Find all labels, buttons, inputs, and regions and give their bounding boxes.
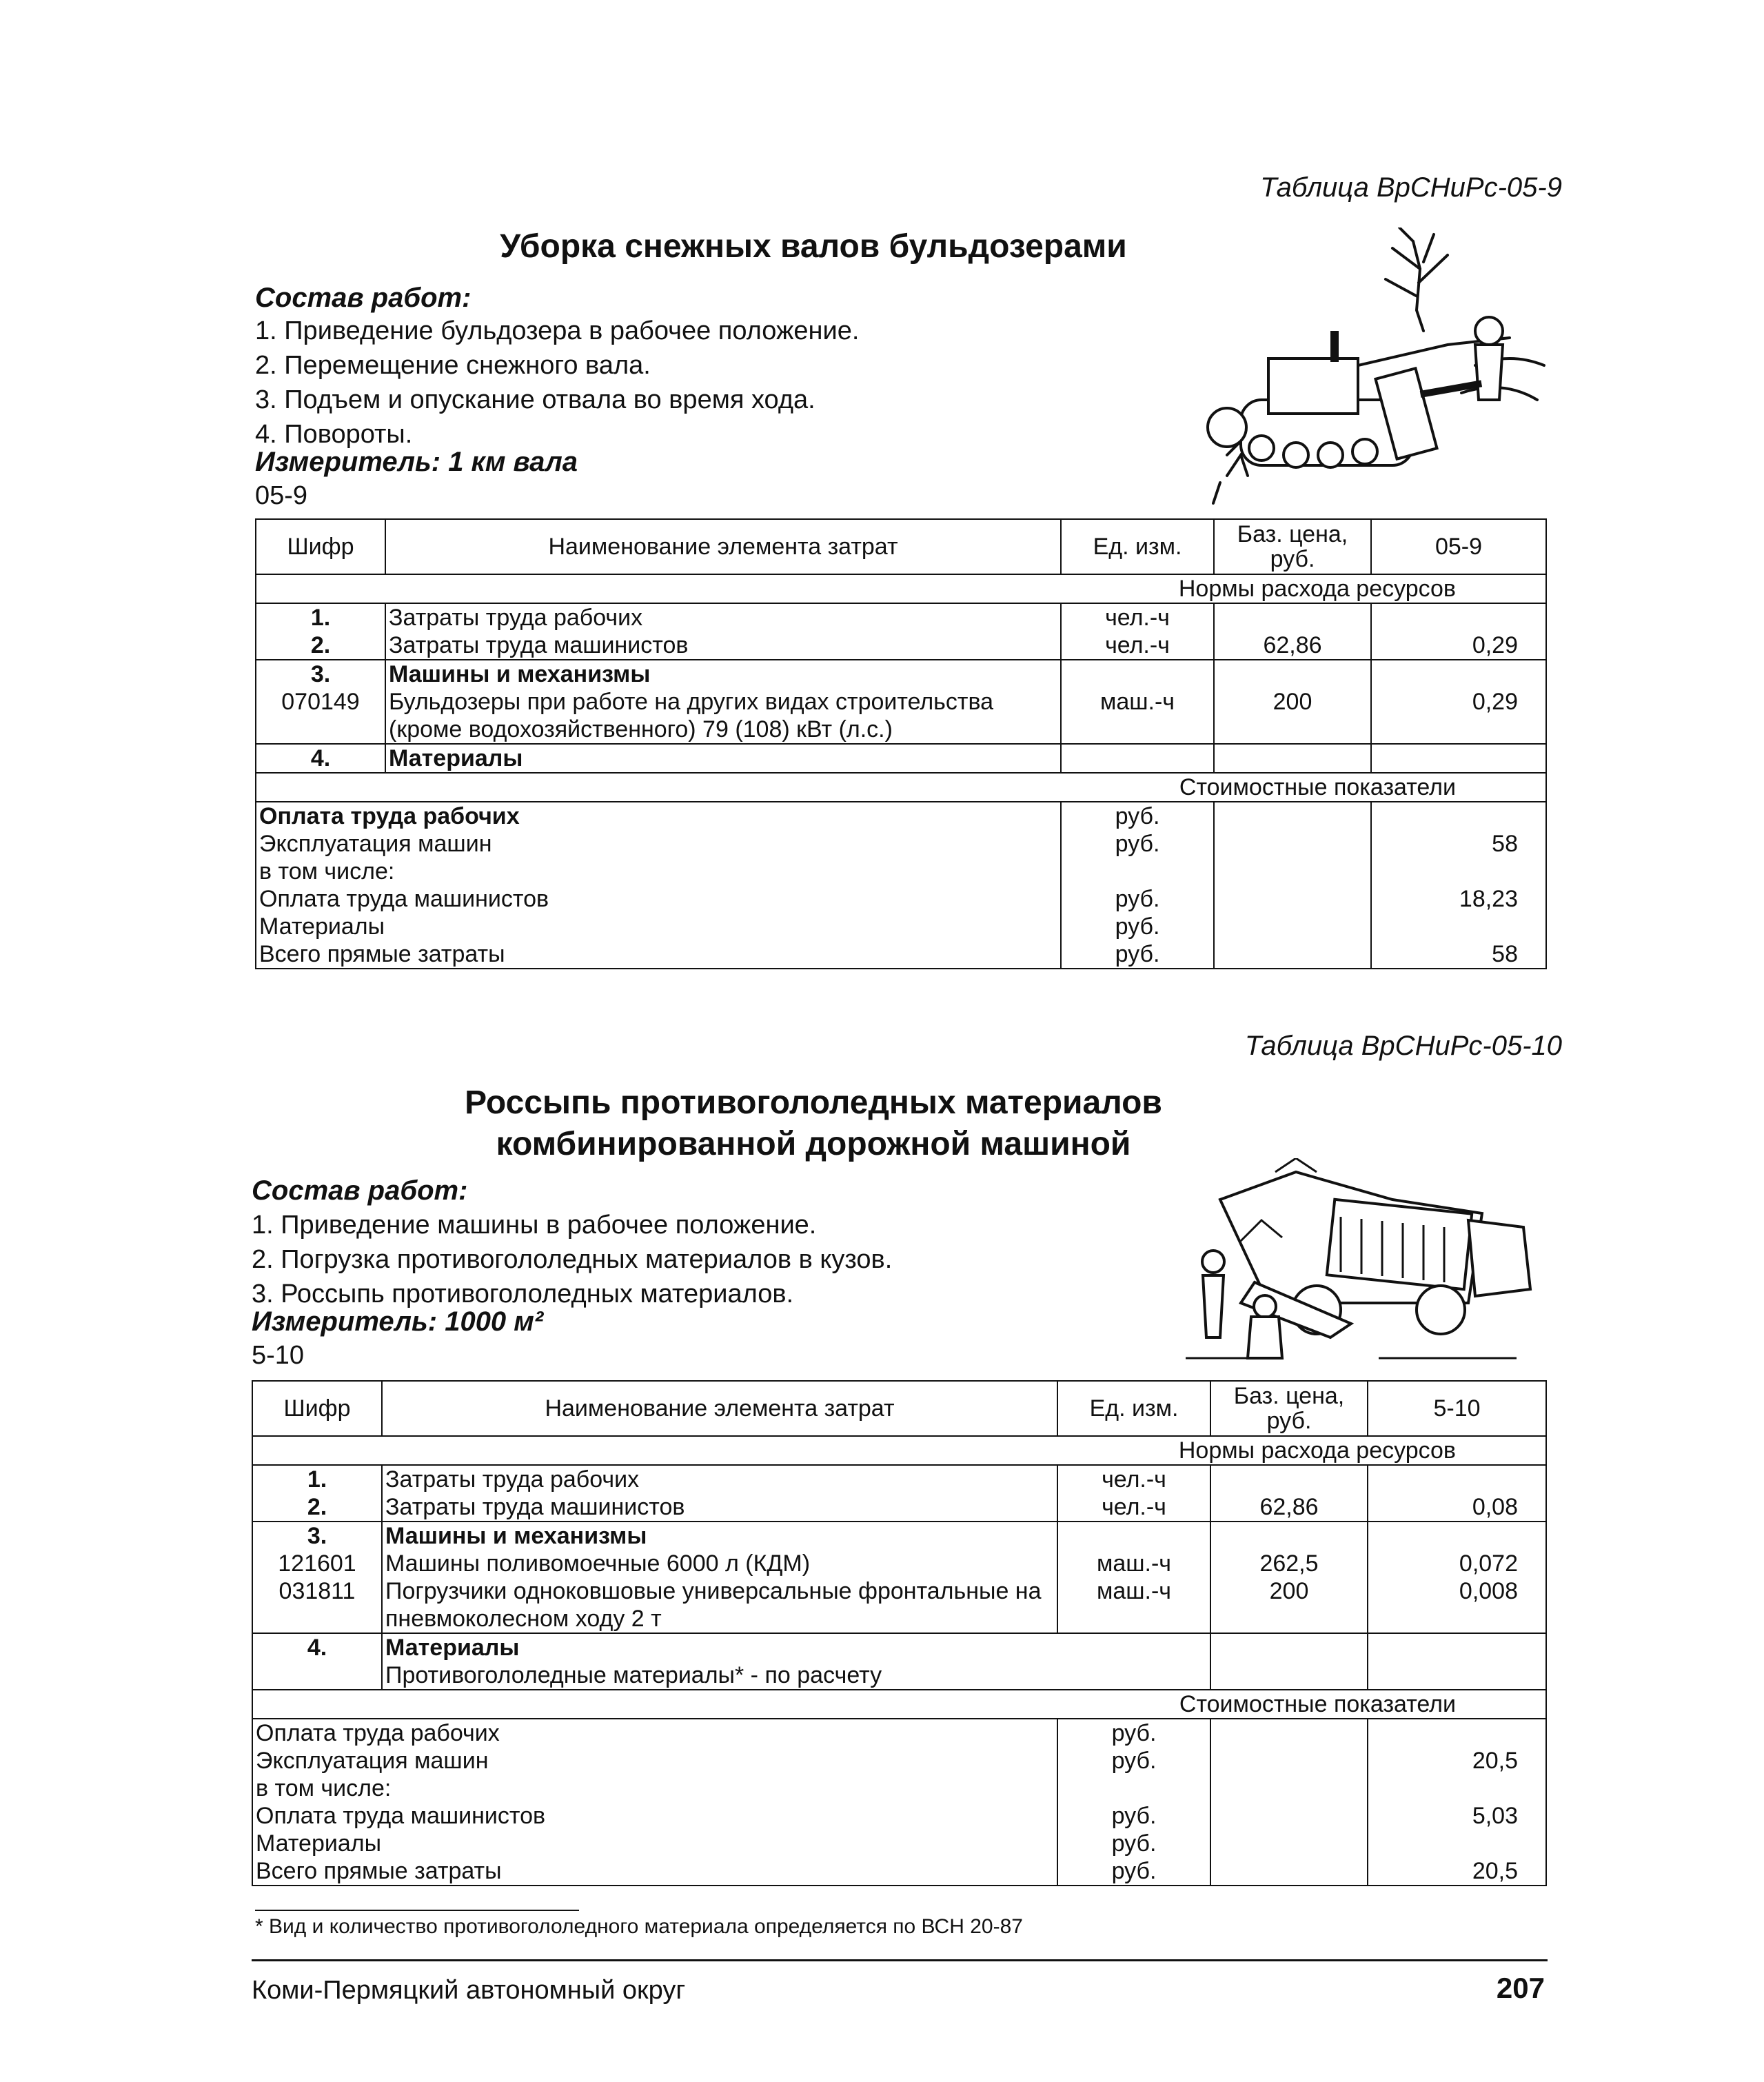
row-code: 1.: [256, 603, 385, 631]
column-header: Ед. изм.: [1057, 1381, 1210, 1436]
bulldozer-illustration: [1186, 228, 1558, 510]
cost-name: Материалы: [252, 1830, 1057, 1857]
cost-row: [252, 1719, 1546, 1747]
cost-value: 58: [1371, 940, 1546, 969]
row-unit: чел.-ч: [1057, 1493, 1210, 1522]
work-list: [252, 1208, 892, 1311]
column-header: Шифр: [256, 519, 385, 574]
row-unit: [1061, 660, 1214, 688]
column-header: Баз. цена, руб.: [1210, 1381, 1368, 1436]
row-name: Материалы: [382, 1633, 1210, 1661]
row-code: 031811: [252, 1577, 382, 1633]
table-header-row: [256, 519, 1546, 574]
footnote: * Вид и количество противогололедного материала определяется по ВСН 20-87: [255, 1915, 1023, 1938]
cost-unit: руб.: [1057, 1857, 1210, 1886]
cost-unit: руб.: [1061, 885, 1214, 913]
row-value: 0,29: [1371, 631, 1546, 660]
table-header-row: [252, 1381, 1546, 1436]
column-header: 05-9: [1371, 519, 1546, 574]
row-unit: чел.-ч: [1061, 603, 1214, 631]
column-header: Ед. изм.: [1061, 519, 1214, 574]
row-value: 0,29: [1371, 688, 1546, 744]
row-value: [1371, 744, 1546, 773]
row-price: [1214, 603, 1371, 631]
table-row: [256, 744, 1546, 773]
table-row: [252, 1577, 1546, 1633]
column-header: 5-10: [1368, 1381, 1546, 1436]
row-name: Машины и механизмы: [385, 660, 1061, 688]
cost-unit: руб.: [1057, 1719, 1210, 1747]
work-list: [255, 314, 859, 452]
table-row: [256, 603, 1546, 631]
measure-unit: Измеритель: 1000 м²: [252, 1306, 544, 1337]
norms-label: Нормы расхода ресурсов: [252, 1436, 1546, 1465]
section-row: [252, 1690, 1546, 1719]
work-item: 2. Перемещение снежного вала.: [255, 351, 651, 380]
row-code: 1.: [252, 1465, 382, 1493]
cost-price-cell: [1214, 802, 1371, 969]
cost-value: [1368, 1719, 1546, 1747]
cost-unit: руб.: [1057, 1802, 1210, 1830]
row-name: Противогололедные материалы* - по расчету: [382, 1661, 1210, 1690]
cost-value: 5,03: [1368, 1802, 1546, 1830]
row-value: 0,08: [1368, 1493, 1546, 1522]
cost-unit: [1057, 1775, 1210, 1802]
row-price: [1210, 1522, 1368, 1550]
cost-name: Всего прямые затраты: [256, 940, 1061, 969]
table-label: Таблица ВрСНиРс-05-9: [1260, 172, 1562, 203]
cost-unit: руб.: [1057, 1747, 1210, 1775]
work-item: 2. Погрузка противогололедных материалов в кузов.: [252, 1245, 893, 1274]
work-composition-heading: Состав работ:: [252, 1175, 468, 1206]
row-value: [1371, 603, 1546, 631]
row-name: Бульдозеры при работе на других видах строительства (кроме водохозяйственного) 79 (108) кВт (л.с.): [385, 688, 1061, 744]
row-name: Машины и механизмы: [382, 1522, 1057, 1550]
cost-unit: [1061, 858, 1214, 885]
row-code: 070149: [256, 688, 385, 744]
cost-name: Всего прямые затраты: [252, 1857, 1057, 1886]
resource-table: [252, 1380, 1547, 1886]
cost-value: 18,23: [1371, 885, 1546, 913]
cost-value: [1371, 802, 1546, 830]
cost-name: Оплата труда рабочих: [256, 802, 1061, 830]
row-value: [1368, 1522, 1546, 1550]
row-price: 62,86: [1214, 631, 1371, 660]
cost-unit: руб.: [1057, 1830, 1210, 1857]
table-row: [256, 688, 1546, 744]
row-code: 2.: [256, 631, 385, 660]
row-name: Погрузчики одноковшовые универсальные фронтальные на пневмоколесном ходу 2 т: [382, 1577, 1057, 1633]
row-code: [252, 1661, 382, 1690]
road-machine-illustration: [1172, 1158, 1544, 1365]
row-price: [1214, 660, 1371, 688]
row-price: 262,5: [1210, 1550, 1368, 1577]
row-unit: [1061, 744, 1214, 773]
column-header: Наименование элемента затрат: [382, 1381, 1057, 1436]
row-code: 3.: [252, 1522, 382, 1550]
cost-name: Материалы: [256, 913, 1061, 940]
column-header: Шифр: [252, 1381, 382, 1436]
row-name: Затраты труда машинистов: [382, 1493, 1057, 1522]
table-row: [256, 660, 1546, 688]
row-code: 3.: [256, 660, 385, 688]
cost-unit: руб.: [1061, 940, 1214, 969]
section-title: комбинированной дорожной машиной: [496, 1126, 1131, 1162]
measure-unit: Измеритель: 1 км вала: [255, 447, 578, 477]
row-value: 0,072: [1368, 1550, 1546, 1577]
cost-name: в том числе:: [256, 858, 1061, 885]
row-code: 4.: [252, 1633, 382, 1661]
row-unit: чел.-ч: [1057, 1465, 1210, 1493]
cost-unit: руб.: [1061, 802, 1214, 830]
row-unit: чел.-ч: [1061, 631, 1214, 660]
cost-value: 58: [1371, 830, 1546, 858]
work-item: 3. Россыпь противогололедных материалов.: [252, 1280, 794, 1308]
cost-value: 20,5: [1368, 1747, 1546, 1775]
table-row: [256, 631, 1546, 660]
cost-name: в том числе:: [252, 1775, 1057, 1802]
cost-unit: руб.: [1061, 830, 1214, 858]
row-code: 121601: [252, 1550, 382, 1577]
row-unit: маш.-ч: [1057, 1577, 1210, 1633]
cost-value: [1371, 913, 1546, 940]
cost-value: [1368, 1775, 1546, 1802]
work-item: 3. Подъем и опускание отвала во время хода.: [255, 385, 815, 414]
row-name: Машины поливомоечные 6000 л (КДМ): [382, 1550, 1057, 1577]
row-value: [1368, 1661, 1546, 1690]
table-code: 5-10: [252, 1341, 305, 1370]
row-value: 0,008: [1368, 1577, 1546, 1633]
page-number: 207: [1496, 1972, 1545, 2004]
table-row: [252, 1550, 1546, 1577]
row-unit: маш.-ч: [1061, 688, 1214, 744]
section-title: Уборка снежных валов бульдозерами: [500, 228, 1127, 265]
section-title: Россыпь противогололедных материалов: [465, 1084, 1162, 1121]
cost-name: Эксплуатация машин: [256, 830, 1061, 858]
table-code: 05-9: [255, 481, 308, 510]
cost-name: Оплата труда рабочих: [252, 1719, 1057, 1747]
cost-value: [1368, 1830, 1546, 1857]
row-code: 4.: [256, 744, 385, 773]
row-name: Затраты труда машинистов: [385, 631, 1061, 660]
row-value: [1368, 1465, 1546, 1493]
column-header: Баз. цена, руб.: [1214, 519, 1371, 574]
resource-table: [255, 518, 1547, 969]
work-item: 1. Приведение бульдозера в рабочее положение.: [255, 316, 860, 345]
row-price: 200: [1210, 1577, 1368, 1633]
row-unit: маш.-ч: [1057, 1550, 1210, 1577]
section-row: [252, 1436, 1546, 1465]
table-row: [252, 1522, 1546, 1550]
cost-name: Оплата труда машинистов: [252, 1802, 1057, 1830]
row-value: [1371, 660, 1546, 688]
work-composition-heading: Состав работ:: [255, 283, 472, 313]
table-row: [252, 1465, 1546, 1493]
cost-name: Эксплуатация машин: [252, 1747, 1057, 1775]
cost-row: [256, 802, 1546, 830]
table-row: [252, 1493, 1546, 1522]
row-name: Материалы: [385, 744, 1061, 773]
cost-label: Стоимостные показатели: [256, 773, 1546, 802]
row-unit: [1057, 1522, 1210, 1550]
row-price: 200: [1214, 688, 1371, 744]
work-item: 4. Повороты.: [255, 420, 413, 449]
row-name: Затраты труда рабочих: [385, 603, 1061, 631]
footer-divider: [252, 1959, 1548, 1961]
footnote-divider: [255, 1910, 579, 1911]
cost-name: Оплата труда машинистов: [256, 885, 1061, 913]
table-label: Таблица ВрСНиРс-05-10: [1244, 1031, 1562, 1061]
column-header: Наименование элемента затрат: [385, 519, 1061, 574]
cost-value: 20,5: [1368, 1857, 1546, 1886]
row-price: [1210, 1661, 1368, 1690]
row-price: [1214, 744, 1371, 773]
cost-unit: руб.: [1061, 913, 1214, 940]
row-price: [1210, 1465, 1368, 1493]
row-value: [1368, 1633, 1546, 1661]
row-name: Затраты труда рабочих: [382, 1465, 1057, 1493]
row-price: [1210, 1633, 1368, 1661]
section-row: [256, 574, 1546, 603]
cost-price-cell: [1210, 1719, 1368, 1886]
row-code: 2.: [252, 1493, 382, 1522]
work-item: 1. Приведение машины в рабочее положение.: [252, 1211, 817, 1240]
table-row: [252, 1633, 1546, 1661]
cost-value: [1371, 858, 1546, 885]
section-row: [256, 773, 1546, 802]
norms-label: Нормы расхода ресурсов: [256, 574, 1546, 603]
row-price: 62,86: [1210, 1493, 1368, 1522]
cost-label: Стоимостные показатели: [252, 1690, 1546, 1719]
table-row: [252, 1661, 1546, 1690]
footer-region: Коми-Пермяцкий автономный округ: [252, 1976, 686, 2005]
